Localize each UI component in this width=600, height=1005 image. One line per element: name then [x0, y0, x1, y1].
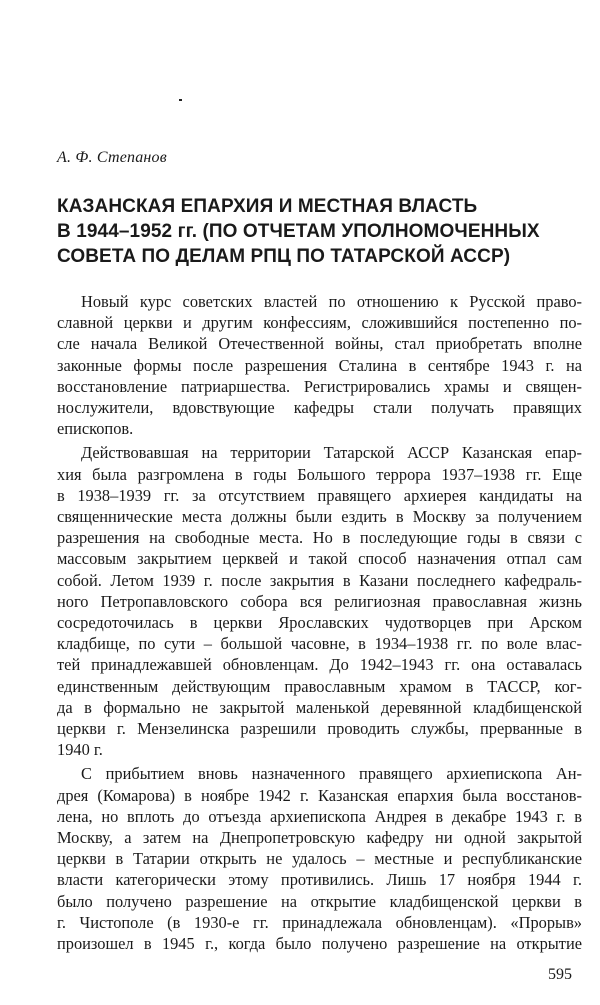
text-line: ного Петропавловского собора вся религиозная православная жизнь	[57, 591, 582, 611]
text-line: дрея (Комарова) в ноябре 1942 г. Казанская епархия была восстанов-	[57, 785, 582, 805]
text-line: единственным действующим православным храмом в ТАССР, ког-	[57, 676, 582, 696]
text-line: в 1938–1939 гг. за отсутствием правящего архиерея кандидаты на	[57, 485, 582, 505]
text-line: законные формы после разрешения Сталина в сентябре 1943 г. на	[57, 355, 582, 375]
text-line: Новый курс советских властей по отношению к Русской право-	[81, 292, 582, 311]
text-line: С прибытием вновь назначенного правящего архиепископа Ан-	[81, 764, 582, 784]
text-line: произошел в 1945 г., когда было получено разрешение на открытие	[57, 934, 582, 954]
text-line: церкви в Татарии открыть не удалось – местные и республиканские	[57, 849, 582, 869]
text-line: кладбище, по сути – большой часовне, в 1934–1938 гг. по воле влас-	[57, 634, 582, 654]
title-line: СОВЕТА ПО ДЕЛАМ РПЦ ПО ТАТАРСКОЙ АССР)	[57, 246, 511, 267]
article-title	[57, 194, 577, 269]
text-line: славной церкви и другим конфессиям, сложившийся постепенно по-	[57, 313, 582, 333]
text-line: массовым закрытием церквей и такой способ назначения отпал сам	[57, 549, 582, 569]
print-speck	[179, 99, 182, 101]
article-body	[57, 291, 582, 957]
text-line: собой. Летом 1939 г. после закрытия в Казани последнего кафедраль-	[57, 570, 582, 590]
text-line: лена, но вплоть до отъезда архиепископа Андрея в декабре 1943 г. в	[57, 806, 582, 826]
text-line: хия была разгромлена в годы Большого террора 1937–1938 гг. Еще	[57, 464, 582, 484]
text-line: да в формально не закрытой маленькой деревянной кладбищенской	[57, 697, 582, 717]
text-line: власти категорически этому противились. Лишь 17 ноября 1944 г.	[57, 870, 582, 890]
title-line: В 1944–1952 гг. (ПО ОТЧЕТАМ УПОЛНОМОЧЕННЫХ	[57, 221, 540, 242]
text-line: священнические места должны были ездить в Москву за получением	[57, 507, 582, 527]
text-line: церкви г. Мензелинска разрешили проводить службы, прерванные в	[57, 719, 582, 739]
text-line: Действовавшая на территории Татарской АССР Казанская епар-	[81, 443, 582, 463]
text-line: г. Чистополе (в 1930-е гг. принадлежала обновленцам). «Прорыв»	[57, 912, 582, 932]
text-line: Москву, а затем на Днепропетровскую кафедру ни одной закрытой	[57, 828, 582, 848]
text-line: сосредоточилась в церкви Ярославских чудотворцев при Арском	[57, 613, 582, 633]
title-line: КАЗАНСКАЯ ЕПАРХИЯ И МЕСТНАЯ ВЛАСТЬ	[57, 196, 478, 217]
text-line: разрешения на свободные места. Но в последующие годы в связи с	[57, 528, 582, 548]
paragraph	[57, 291, 582, 439]
text-line: было получено разрешение на открытие кладбищенской церкви в	[57, 891, 582, 911]
text-line: сле начала Великой Отечественной войны, стал приобретать вполне	[57, 334, 582, 354]
text-line: тей принадлежавшей обновленцам. До 1942–1943 гг. она оставалась	[57, 655, 582, 675]
paragraph	[57, 442, 582, 760]
text-line: восстановление патриаршества. Регистрировались храмы и священ-	[57, 376, 582, 396]
text-line: епископов.	[57, 419, 134, 439]
text-line: 1940 г.	[57, 740, 103, 760]
paragraph	[57, 763, 582, 954]
text-line: нослужители, вдовствующие кафедры стали получать правящих	[57, 398, 582, 418]
page-number: 595	[548, 966, 572, 983]
author-name: А. Ф. Степанов	[57, 149, 167, 166]
